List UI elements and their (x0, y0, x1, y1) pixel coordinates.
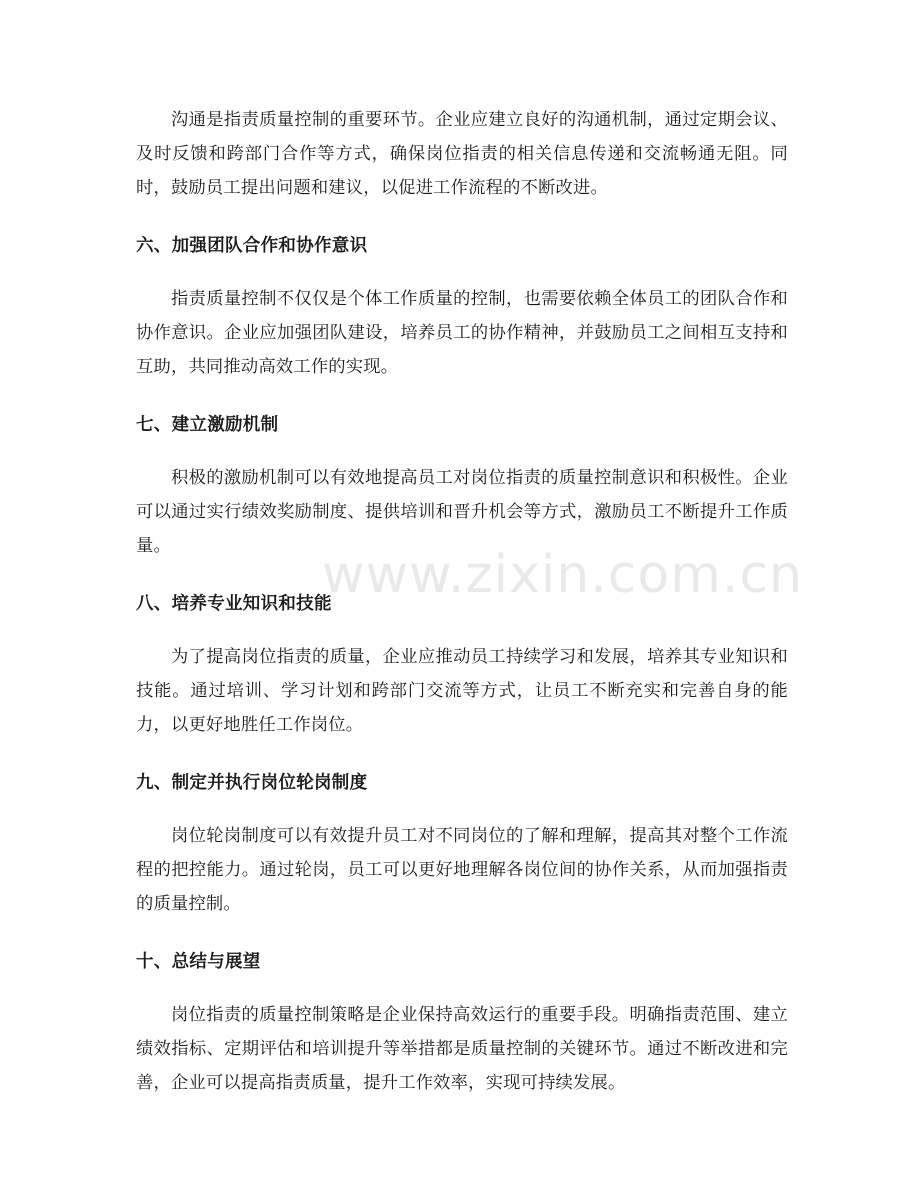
section-paragraph-6: 指责质量控制不仅仅是个体工作质量的控制，也需要依赖全体员工的团队合作和协作意识。企业应加强团队建设，培养员工的协作精神，并鼓励员工之间相互支持和互助，共同推动高效工作的实现。 (136, 289, 788, 377)
section-paragraph-8: 为了提高岗位指责的质量，企业应推动员工持续学习和发展，培养其专业知识和技能。通过培训、学习计划和跨部门交流等方式，让员工不断充实和完善自身的能力，以更好地胜任工作岗位。 (136, 647, 788, 735)
section-heading-10: 十、总结与展望 (136, 952, 261, 972)
spacer (136, 621, 788, 640)
spacer (136, 921, 788, 945)
intro-paragraph: 沟通是指责质量控制的重要环节。企业应建立良好的沟通机制，通过定期会议、及时反馈和跨部门合作等方式，确保岗位指责的相关信息传递和交流畅通无阻。同时，鼓励员工提出问题和建议，以促进工作流程的不断改进。 (136, 110, 788, 198)
spacer (136, 205, 788, 229)
section-paragraph-10: 岗位指责的质量控制策略是企业保持高效运行的重要手段。明确指责范围、建立绩效指标、定期评估和培训提升等举措都是质量控制的关键环节。通过不断改进和完善，企业可以提高指责质量，提升工作效率，实现可持续发展。 (136, 1005, 788, 1093)
section-heading-6: 六、加强团队合作和协作意识 (136, 236, 368, 256)
spacer (136, 384, 788, 408)
spacer (136, 979, 788, 998)
spacer (136, 800, 788, 819)
spacer (136, 563, 788, 587)
section-heading-9: 九、制定并执行岗位轮岗制度 (136, 773, 368, 793)
section-paragraph-7: 积极的激励机制可以有效地提高员工对岗位指责的质量控制意识和积极性。企业可以通过实行绩效奖励制度、提供培训和晋升机会等方式，激励员工不断提升工作质量。 (136, 468, 788, 556)
document-body (136, 103, 788, 1100)
section-heading-7: 七、建立激励机制 (136, 415, 279, 435)
spacer (136, 263, 788, 282)
spacer (136, 742, 788, 766)
section-heading-8: 八、培养专业知识和技能 (136, 594, 332, 614)
watermark-text: www.zixin.com.cn (322, 545, 803, 605)
spacer (136, 442, 788, 461)
section-paragraph-9: 岗位轮岗制度可以有效提升员工对不同岗位的了解和理解，提高其对整个工作流程的把控能力。通过轮岗，员工可以更好地理解各岗位间的协作关系，从而加强指责的质量控制。 (136, 826, 788, 914)
